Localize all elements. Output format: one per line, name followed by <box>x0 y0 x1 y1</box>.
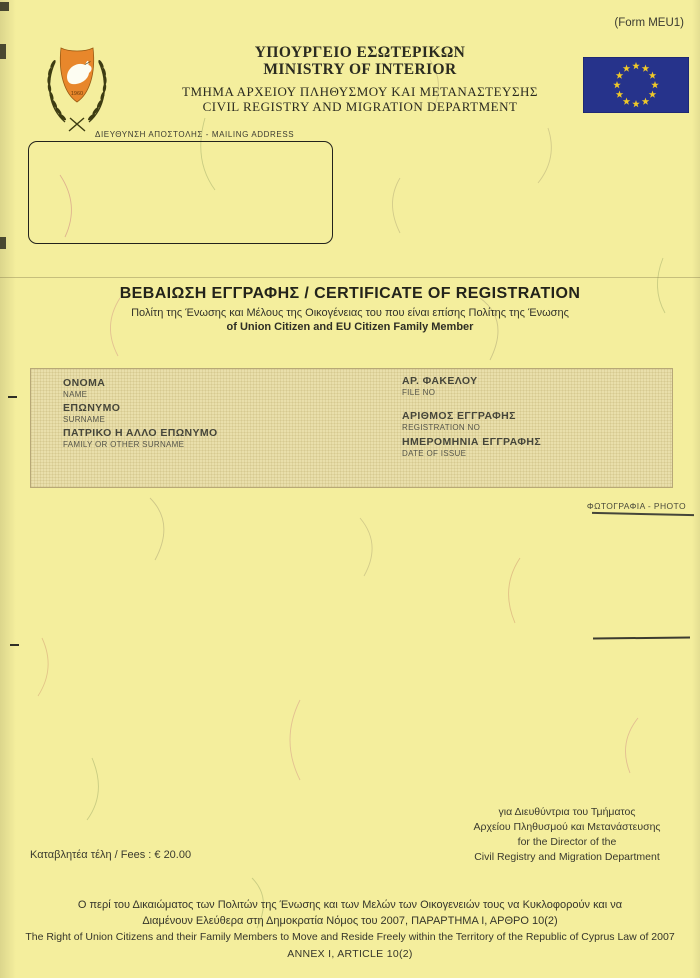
field-date-of-issue <box>402 436 541 458</box>
field-label-greek: ΕΠΩΝΥΜΟ <box>63 402 121 414</box>
mailing-address-box <box>28 141 333 244</box>
registration-fields-box <box>30 368 673 488</box>
mailing-address-label: ΔΙΕΥΘΥΝΣΗ ΑΠΟΣΤΟΛΗΣ - MAILING ADDRESS <box>95 130 295 139</box>
field-label-greek: ΟΝΟΜΑ <box>63 377 106 389</box>
legal-english-line1: The Right of Union Citizens and their Family Members to Move and Reside Freely within the Territory of the Republic of Cyprus Law of 2007 <box>25 931 675 943</box>
coat-of-arms-year: 1960 <box>70 91 84 97</box>
fees-amount: € 20.00 <box>154 849 192 861</box>
field-label-greek: ΗΜΕΡΟΜΗΝΙΑ ΕΓΓΡΑΦΗΣ <box>402 436 542 448</box>
photo-underline <box>592 512 694 516</box>
field-label-english: FILE NO <box>402 388 436 397</box>
signature-for-director-greek-2: Αρχείου Πληθυσμού και Μετανάστευσης <box>473 821 661 833</box>
field-label-greek: ΠΑΤΡΙΚΟ Η ΑΛΛΟ ΕΠΩΝΥΜΟ <box>63 427 218 439</box>
field-name <box>63 377 105 399</box>
certificate-title: ΒΕΒΑΙΩΣΗ ΕΓΓΡΑΦΗΣ / CERTIFICATE OF REGISTRATION <box>119 285 581 302</box>
fold-line <box>0 277 700 278</box>
ministry-name-greek: ΥΠΟΥΡΓΕΙΟ ΕΣΩΤΕΡΙΚΩΝ <box>254 44 466 61</box>
field-label-english: SURNAME <box>63 415 106 424</box>
field-label-english: DATE OF ISSUE <box>402 449 467 458</box>
signature-for-director-english-1: for the Director of the <box>517 836 617 848</box>
certificate-subtitle-english: of Union Citizen and EU Citizen Family Member <box>226 321 474 333</box>
legal-reference <box>0 897 700 962</box>
signature-block <box>437 805 697 865</box>
signature-for-director-english-2: Civil Registry and Migration Department <box>474 851 660 863</box>
certificate-subtitle-greek: Πολίτη της Ένωσης και Μέλους της Οικογένειας του που είναι επίσης Πολίτης της Ένωσης <box>131 307 569 319</box>
field-family-or-other-surname <box>63 427 218 449</box>
field-file-no <box>402 375 478 397</box>
legal-greek-line1: Ο περί του Δικαιώματος των Πολιτών της Ένωσης και των Μελών των Οικογενειών τους να Κυκλοφορούν και να <box>77 899 623 911</box>
fees-label: Καταβλητέα τέλη / Fees : <box>30 849 152 861</box>
scan-edge-shadow <box>0 0 16 978</box>
ministry-name-english: MINISTRY OF INTERIOR <box>263 61 457 78</box>
field-surname <box>63 402 120 424</box>
header-titles <box>140 44 580 114</box>
field-label-english: REGISTRATION NO <box>402 423 481 432</box>
legal-english-line2: ANNEX I, ARTICLE 10(2) <box>287 948 413 960</box>
margin-dash <box>10 644 19 646</box>
field-label-greek: ΑΡ. ΦΑΚΕΛΟΥ <box>402 375 478 387</box>
fees-line <box>30 849 191 861</box>
field-registration-no <box>402 410 516 432</box>
legal-greek-line2: Διαμένουν Ελεύθερα στη Δημοκρατία Νόμος του 2007, ΠΑΡΑΡΤΗΜΑ Ι, ΑΡΘΡΟ 10(2) <box>142 915 558 927</box>
field-label-greek: ΑΡΙΘΜΟΣ ΕΓΓΡΑΦΗΣ <box>402 410 516 422</box>
scan-artifact <box>0 2 9 11</box>
certificate-title-block <box>0 285 700 333</box>
cyprus-coat-of-arms-icon <box>36 42 118 132</box>
margin-dash <box>8 396 17 398</box>
photo-label: ΦΩΤΟΓΡΑΦΙΑ - PHOTO <box>586 501 686 511</box>
department-name-english: CIVIL REGISTRY AND MIGRATION DEPARTMENT <box>202 99 518 114</box>
scan-artifact <box>0 237 6 249</box>
field-label-english: NAME <box>63 390 88 399</box>
signature-line <box>593 636 690 639</box>
scan-artifact <box>0 44 6 59</box>
department-name-greek: ΤΜΗΜΑ ΑΡΧΕΙΟΥ ΠΛΗΘΥΣΜΟΥ ΚΑΙ ΜΕΤΑΝΑΣΤΕΥΣΗΣ <box>182 84 538 99</box>
signature-for-director-greek-1: για Διευθύντρια του Τμήματος <box>498 806 636 818</box>
form-number: (Form MEU1) <box>614 17 684 29</box>
field-label-english: FAMILY OR OTHER SURNAME <box>63 440 185 449</box>
eu-flag-icon <box>583 57 689 113</box>
